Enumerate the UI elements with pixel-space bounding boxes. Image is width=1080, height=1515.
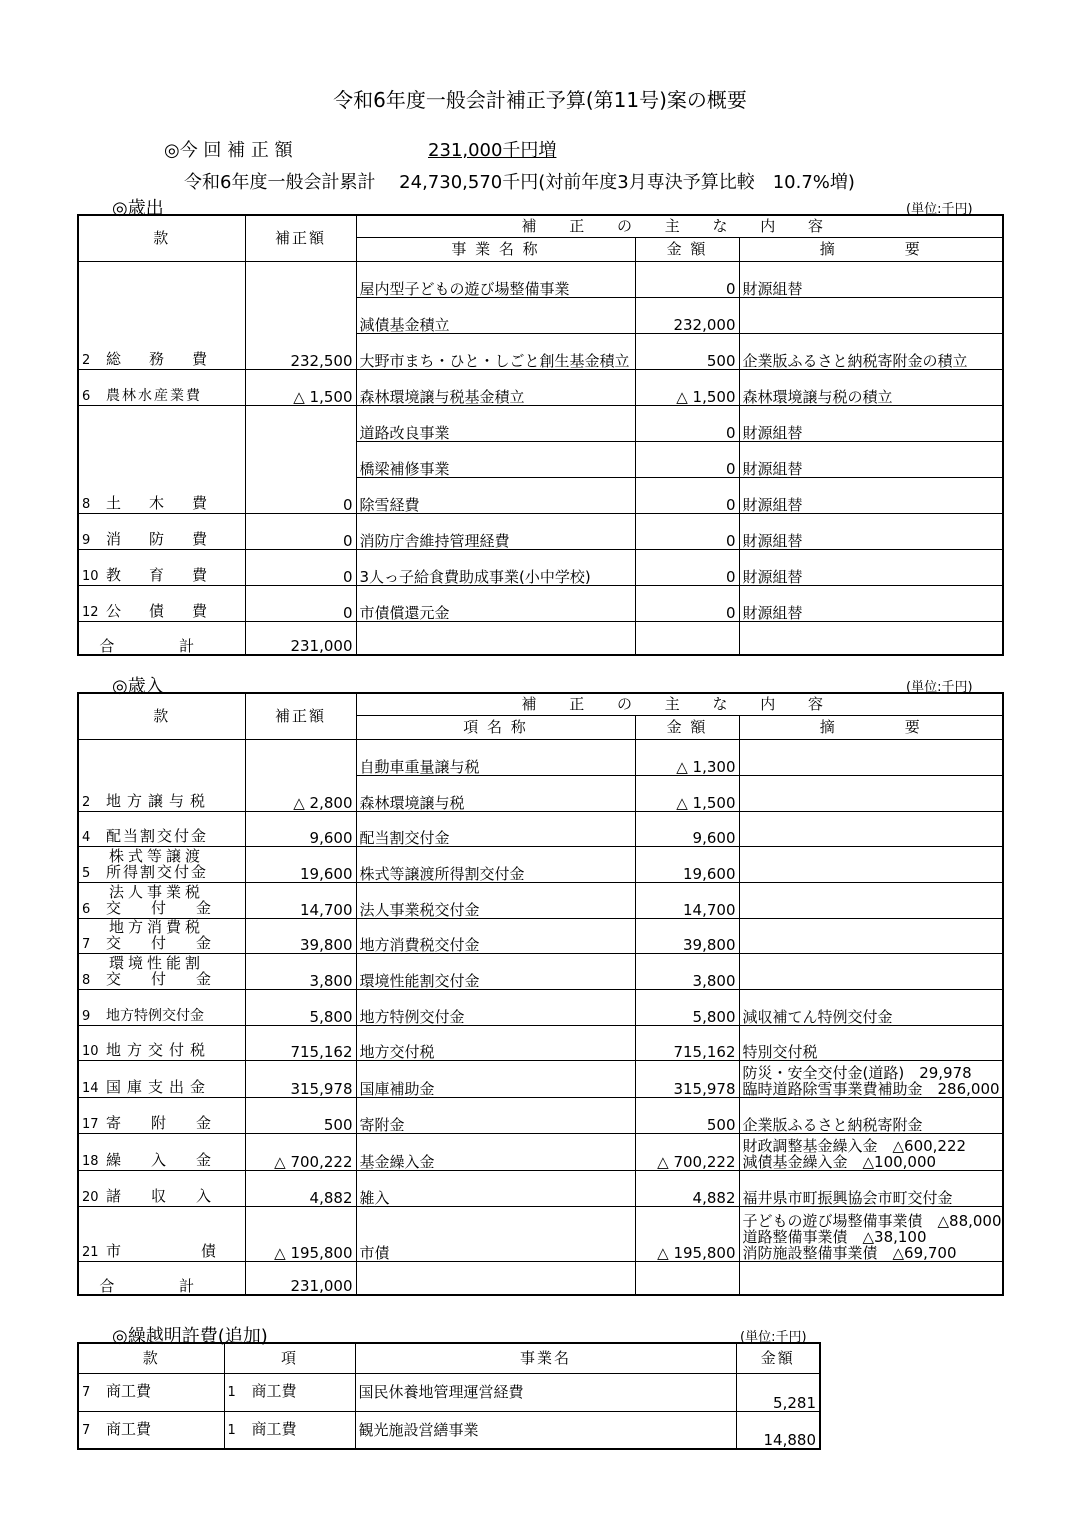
- sum-cell: 0: [635, 405, 739, 441]
- kan-cell: [78, 405, 245, 513]
- amount-cell: 39,800: [245, 918, 356, 953]
- sum-cell: 232,000: [635, 297, 739, 333]
- note-cell: 防災・安全交付金(道路) 29,978 臨時道路除雪事業費補助金 286,000: [739, 1060, 1003, 1097]
- kan-no: 2: [82, 794, 91, 810]
- kan-cell: [78, 1060, 245, 1097]
- kan-name-line2: 交付金: [106, 933, 242, 952]
- item-cell: 環境性能割交付金: [356, 953, 635, 989]
- sum-cell: 4,882: [635, 1170, 739, 1206]
- kan-no: 9: [82, 1008, 91, 1024]
- carryover-table: [77, 1342, 821, 1450]
- sum-cell: 500: [635, 1097, 739, 1133]
- kan-cell: [78, 918, 245, 953]
- item-cell: 消防庁舎維持管理経費: [356, 513, 635, 549]
- header-amount: 補正額: [245, 215, 356, 261]
- sum-cell: 9,600: [635, 811, 739, 846]
- note-cell: 福井県市町振興協会市町交付金: [739, 1170, 1003, 1206]
- amount-cell: 19,600: [245, 846, 356, 882]
- item-cell: 雑入: [356, 1170, 635, 1206]
- kan-cell: [78, 739, 245, 811]
- expenditure-unit: (単位:千円): [906, 202, 973, 217]
- kan-name-line2: 交付金: [106, 969, 242, 988]
- sum-cell: 315,978: [635, 1060, 739, 1097]
- empty-cell: [356, 1261, 635, 1295]
- note-cell: 財源組替: [739, 513, 1003, 549]
- kan-no: 2: [82, 352, 91, 368]
- item-cell: 国庫補助金: [356, 1060, 635, 1097]
- header-amount: 金額: [736, 1343, 820, 1373]
- kan-no: 20: [82, 1189, 99, 1205]
- item-cell: 森林環境譲与税: [356, 775, 635, 811]
- note-cell: 減収補てん特例交付金: [739, 989, 1003, 1025]
- header-note: 摘 要: [739, 237, 1003, 261]
- kan-no: 10: [82, 1043, 99, 1059]
- kan-no: 8: [82, 972, 91, 988]
- note-cell: 財源組替: [739, 477, 1003, 513]
- kan-cell: [78, 811, 245, 846]
- note-cell: 企業版ふるさと納税寄附金: [739, 1097, 1003, 1133]
- header-sum: 金 額: [635, 237, 739, 261]
- kan-cell: [78, 953, 245, 989]
- item-cell: 橋梁補修事業: [356, 441, 635, 477]
- empty-cell: [635, 621, 739, 655]
- amount-cell: 14,700: [245, 882, 356, 918]
- note-cell: [739, 775, 1003, 811]
- kan-name: 繰入金: [106, 1150, 242, 1169]
- item-cell: 自動車重量譲与税: [356, 739, 635, 775]
- cumulative-line: 令和6年度一般会計累計 24,730,570千円(対前年度3月専決予算比較 10.7%増): [184, 172, 855, 193]
- item-cell: 地方消費税交付金: [356, 918, 635, 953]
- kan-name: 土木費: [106, 493, 236, 512]
- sum-cell: 0: [635, 477, 739, 513]
- empty-cell: [635, 1261, 739, 1295]
- header-item: 事 業 名 称: [356, 237, 635, 261]
- amount-cell: △ 195,800: [245, 1206, 356, 1261]
- kan-name: 寄附金: [106, 1113, 242, 1132]
- correction-value: 231,000千円増: [428, 140, 557, 161]
- header-kou: 項: [224, 1343, 355, 1373]
- amount-cell: 0: [245, 513, 356, 549]
- note-cell: 森林環境譲与税の積立: [739, 369, 1003, 405]
- item-cell: 除雪経費: [356, 477, 635, 513]
- item-cell: 市債: [356, 1206, 635, 1261]
- note-cell: 子どもの遊び場整備事業債 △88,000 道路整備事業債 △38,100 消防施設整備事業債 △69,700: [739, 1206, 1003, 1261]
- kan-cell: 7 商工費: [78, 1373, 224, 1411]
- note-cell: 財源組替: [739, 405, 1003, 441]
- total-value: 231,000: [245, 621, 356, 655]
- header-item: 項 名 称: [356, 715, 635, 739]
- sum-cell: 3,800: [635, 953, 739, 989]
- kan-no: 5: [82, 865, 91, 881]
- amount-cell: 4,882: [245, 1170, 356, 1206]
- amount-cell: 14,880: [736, 1411, 820, 1449]
- header-note: 摘 要: [739, 715, 1003, 739]
- kou-cell: 1 商工費: [224, 1373, 355, 1411]
- revenue-table: [77, 692, 1004, 1296]
- kan-no: 17: [82, 1116, 99, 1132]
- item-cell: 市債償還元金: [356, 585, 635, 621]
- amount-cell: 5,800: [245, 989, 356, 1025]
- amount-cell: 9,600: [245, 811, 356, 846]
- sum-cell: 5,800: [635, 989, 739, 1025]
- header-kan: 款: [78, 1343, 224, 1373]
- sum-cell: 19,600: [635, 846, 739, 882]
- kan-no: 9: [82, 532, 91, 548]
- kan-name: 地方交付税: [106, 1040, 212, 1059]
- note-cell: 財源組替: [739, 441, 1003, 477]
- amount-cell: 500: [245, 1097, 356, 1133]
- kan-name: 農林水産業費: [106, 387, 202, 404]
- amount-cell: 0: [245, 549, 356, 585]
- note-cell: 企業版ふるさと納税寄附金の積立: [739, 333, 1003, 369]
- note-cell: [739, 918, 1003, 953]
- sum-cell: △ 1,500: [635, 369, 739, 405]
- amount-cell: 715,162: [245, 1025, 356, 1060]
- item-cell: 地方特例交付金: [356, 989, 635, 1025]
- sum-cell: 0: [635, 585, 739, 621]
- header-main: 補 正 の 主 な 内 容: [356, 215, 1003, 237]
- revenue-unit: (単位:千円): [906, 680, 973, 695]
- total-label: 合 計: [78, 621, 245, 655]
- kan-cell: [78, 549, 245, 585]
- note-cell: 財政調整基金繰入金 △600,222 減債基金繰入金 △100,000: [739, 1133, 1003, 1170]
- sum-cell: 14,700: [635, 882, 739, 918]
- kan-name: 配当割交付金: [106, 826, 209, 845]
- sum-cell: 0: [635, 549, 739, 585]
- kan-name: 諸収入: [106, 1186, 242, 1205]
- sum-cell: 0: [635, 441, 739, 477]
- amount-cell: 315,978: [245, 1060, 356, 1097]
- sum-cell: 0: [635, 261, 739, 297]
- kan-cell: [78, 369, 245, 405]
- header-sum: 金 額: [635, 715, 739, 739]
- empty-cell: [356, 621, 635, 655]
- kan-name-line2: 交付金: [106, 898, 242, 917]
- kan-name-line1: 環境性能割: [109, 953, 205, 972]
- amount-cell: 5,281: [736, 1373, 820, 1411]
- item-cell: 減債基金積立: [356, 297, 635, 333]
- note-cell: 財源組替: [739, 261, 1003, 297]
- header-name: 事業名: [355, 1343, 736, 1373]
- kan-no: 21: [82, 1244, 99, 1260]
- note-cell: [739, 882, 1003, 918]
- note-cell: [739, 739, 1003, 775]
- total-label: 合 計: [78, 1261, 245, 1295]
- name-cell: 国民休養地管理運営経費: [355, 1373, 736, 1411]
- empty-cell: [739, 1261, 1003, 1295]
- expenditure-heading: ◎歳出: [112, 198, 164, 219]
- header-kan: 款: [78, 215, 245, 261]
- note-cell: [739, 846, 1003, 882]
- kan-name-line1: 地方消費税: [109, 917, 205, 936]
- kan-name: 公債費: [106, 601, 236, 620]
- kan-cell: [78, 882, 245, 918]
- header-amount: 補正額: [245, 693, 356, 739]
- item-cell: 道路改良事業: [356, 405, 635, 441]
- sum-cell: △ 1,300: [635, 739, 739, 775]
- kan-name: 総務費: [106, 349, 236, 368]
- kan-name-line2: 所得割交付金: [106, 862, 209, 881]
- kan-no: 14: [82, 1080, 99, 1096]
- item-cell: 株式等譲渡所得割交付金: [356, 846, 635, 882]
- note-cell: 財源組替: [739, 549, 1003, 585]
- kou-cell: 1 商工費: [224, 1411, 355, 1449]
- correction-label: ◎今 回 補 正 額: [164, 140, 293, 161]
- item-cell: 法人事業税交付金: [356, 882, 635, 918]
- kan-name: 地方譲与税: [106, 791, 212, 810]
- item-cell: 地方交付税: [356, 1025, 635, 1060]
- amount-cell: 232,500: [245, 261, 356, 369]
- expenditure-table: [77, 214, 1004, 656]
- sum-cell: 715,162: [635, 1025, 739, 1060]
- note-cell: [739, 953, 1003, 989]
- amount-cell: 3,800: [245, 953, 356, 989]
- kan-name-line1: 法人事業税: [109, 882, 205, 901]
- note-cell: [739, 811, 1003, 846]
- kan-name: 市債: [106, 1241, 297, 1260]
- kan-no: 7: [82, 936, 91, 952]
- carryover-heading: ◎繰越明許費(追加): [112, 1326, 268, 1347]
- revenue-heading: ◎歳入: [112, 676, 164, 697]
- kan-cell: [78, 989, 245, 1025]
- amount-cell: △ 2,800: [245, 739, 356, 811]
- note-cell: [739, 297, 1003, 333]
- amount-cell: △ 1,500: [245, 369, 356, 405]
- item-cell: 配当割交付金: [356, 811, 635, 846]
- header-main: 補 正 の 主 な 内 容: [356, 693, 1003, 715]
- kan-cell: [78, 513, 245, 549]
- header-kan: 款: [78, 693, 245, 739]
- sum-cell: △ 1,500: [635, 775, 739, 811]
- sum-cell: △ 195,800: [635, 1206, 739, 1261]
- kan-name: 教育費: [106, 565, 236, 584]
- item-cell: 大野市まち・ひと・しごと創生基金積立: [356, 333, 635, 369]
- kan-name: 地方特例交付金: [106, 1007, 204, 1024]
- kan-no: 8: [82, 496, 91, 512]
- kan-name: 国庫支出金: [106, 1077, 212, 1096]
- kan-cell: 7 商工費: [78, 1411, 224, 1449]
- item-cell: 基金繰入金: [356, 1133, 635, 1170]
- kan-cell: [78, 1170, 245, 1206]
- kan-no: 6: [82, 901, 91, 917]
- kan-cell: [78, 1133, 245, 1170]
- total-value: 231,000: [245, 1261, 356, 1295]
- item-cell: 3人っ子給食費助成事業(小中学校): [356, 549, 635, 585]
- kan-cell: [78, 585, 245, 621]
- sum-cell: 500: [635, 333, 739, 369]
- empty-cell: [739, 621, 1003, 655]
- kan-no: 4: [82, 829, 91, 845]
- amount-cell: 0: [245, 585, 356, 621]
- item-cell: 森林環境譲与税基金積立: [356, 369, 635, 405]
- kan-cell: [78, 261, 245, 369]
- kan-no: 18: [82, 1153, 99, 1169]
- kan-cell: [78, 1097, 245, 1133]
- kan-cell: [78, 1025, 245, 1060]
- kan-cell: [78, 846, 245, 882]
- amount-cell: 0: [245, 405, 356, 513]
- kan-no: 12: [82, 604, 99, 620]
- kan-name: 消防費: [106, 529, 236, 548]
- item-cell: 寄附金: [356, 1097, 635, 1133]
- page-title: 令和6年度一般会計補正予算(第11号)案の概要: [333, 88, 747, 112]
- kan-name-line1: 株式等譲渡: [109, 846, 205, 865]
- kan-no: 10: [82, 568, 99, 584]
- sum-cell: 39,800: [635, 918, 739, 953]
- note-cell: 財源組替: [739, 585, 1003, 621]
- sum-cell: △ 700,222: [635, 1133, 739, 1170]
- sum-cell: 0: [635, 513, 739, 549]
- carryover-unit: (単位:千円): [740, 1330, 807, 1345]
- item-cell: 屋内型子どもの遊び場整備事業: [356, 261, 635, 297]
- name-cell: 観光施設営繕事業: [355, 1411, 736, 1449]
- kan-cell: [78, 1206, 297, 1261]
- kan-no: 6: [82, 388, 91, 404]
- note-cell: 特別交付税: [739, 1025, 1003, 1060]
- amount-cell: △ 700,222: [245, 1133, 356, 1170]
